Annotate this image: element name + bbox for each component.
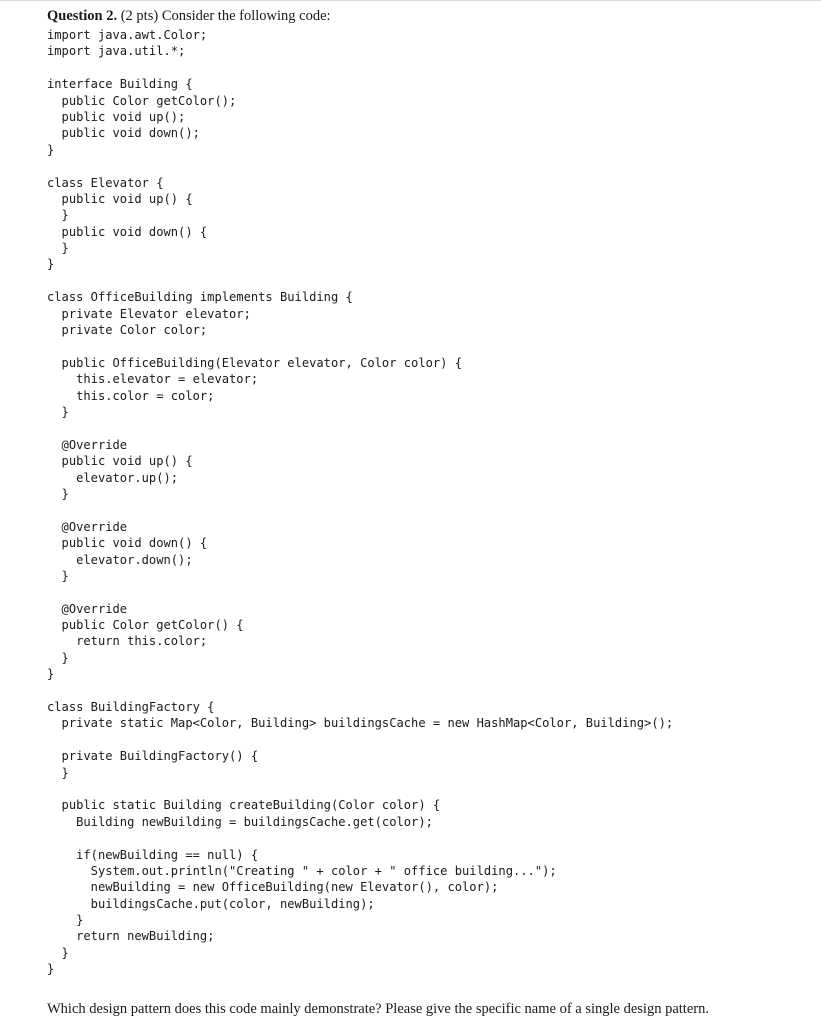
- code-line: [47, 584, 673, 600]
- code-listing: [47, 27, 673, 1010]
- code-line: public static Building createBuilding(Color color) {: [47, 798, 441, 813]
- code-line: [47, 420, 673, 436]
- code-line: import java.awt.Color;: [47, 28, 208, 42]
- code-line: }: [47, 945, 69, 960]
- code-line: public Color getColor();: [47, 93, 237, 108]
- code-line: [47, 158, 673, 174]
- code-line: private Elevator elevator;: [47, 306, 251, 321]
- code-line: public void up();: [47, 109, 186, 124]
- code-line: import java.util.*;: [47, 44, 186, 59]
- code-line: [47, 502, 673, 518]
- code-line: return this.color;: [47, 634, 208, 649]
- code-line: [47, 830, 673, 846]
- code-line: private BuildingFactory() {: [47, 749, 259, 764]
- code-line: [47, 978, 673, 994]
- code-line: @Override: [47, 437, 128, 452]
- code-line: elevator.up();: [47, 470, 179, 485]
- code-line: }: [47, 486, 69, 501]
- code-line: [47, 732, 673, 748]
- code-line: public void up() {: [47, 454, 193, 469]
- code-line: if(newBuilding == null) {: [47, 847, 259, 862]
- footer-question-text: Which design pattern does this code mainly demonstrate? Please give the specific name of a single design pattern.: [47, 1001, 709, 1017]
- question-prompt: Consider the following code:: [161, 8, 331, 24]
- code-line: [47, 338, 673, 354]
- code-line: interface Building {: [47, 77, 193, 92]
- code-line: elevator.down();: [47, 552, 193, 567]
- code-line: public void up() {: [47, 191, 193, 206]
- code-line: }: [47, 142, 55, 157]
- code-line: public OfficeBuilding(Elevator elevator, Color color) {: [47, 355, 463, 370]
- code-line: }: [47, 208, 69, 223]
- code-line: [47, 60, 673, 76]
- code-line: return newBuilding;: [47, 929, 215, 944]
- code-line: @Override: [47, 601, 128, 616]
- code-line: }: [47, 257, 55, 272]
- code-line: this.elevator = elevator;: [47, 372, 259, 387]
- code-line: this.color = color;: [47, 388, 215, 403]
- code-line: public void down();: [47, 126, 200, 141]
- question-points: (2 pts): [120, 8, 159, 24]
- question-label: Question 2.: [47, 8, 118, 24]
- code-line: buildingsCache.put(color, newBuilding);: [47, 896, 375, 911]
- code-line: public Color getColor() {: [47, 618, 244, 633]
- code-line: @Override: [47, 519, 128, 534]
- code-line: class Elevator {: [47, 175, 164, 190]
- code-line: [47, 683, 673, 699]
- code-line: }: [47, 568, 69, 583]
- code-line: public void down() {: [47, 224, 208, 239]
- code-line: }: [47, 650, 69, 665]
- code-line: }: [47, 404, 69, 419]
- code-line: Building newBuilding = buildingsCache.get(color);: [47, 814, 433, 829]
- code-line: }: [47, 962, 55, 977]
- code-line: class BuildingFactory {: [47, 700, 215, 715]
- code-line: class OfficeBuilding implements Building {: [47, 290, 353, 305]
- code-line: private static Map<Color, Building> buildingsCache = new HashMap<Color, Building>();: [47, 716, 674, 731]
- code-line: private Color color;: [47, 323, 208, 338]
- code-line: public void down() {: [47, 536, 208, 551]
- code-line: System.out.println("Creating " + color + " office building...");: [47, 863, 557, 878]
- code-line: }: [47, 765, 69, 780]
- question-header: [47, 6, 331, 26]
- code-line: }: [47, 667, 55, 682]
- code-line: }: [47, 241, 69, 256]
- code-line: }: [47, 913, 84, 928]
- code-line: [47, 781, 673, 797]
- code-line: newBuilding = new OfficeBuilding(new Elevator(), color);: [47, 880, 499, 895]
- code-line: [47, 273, 673, 289]
